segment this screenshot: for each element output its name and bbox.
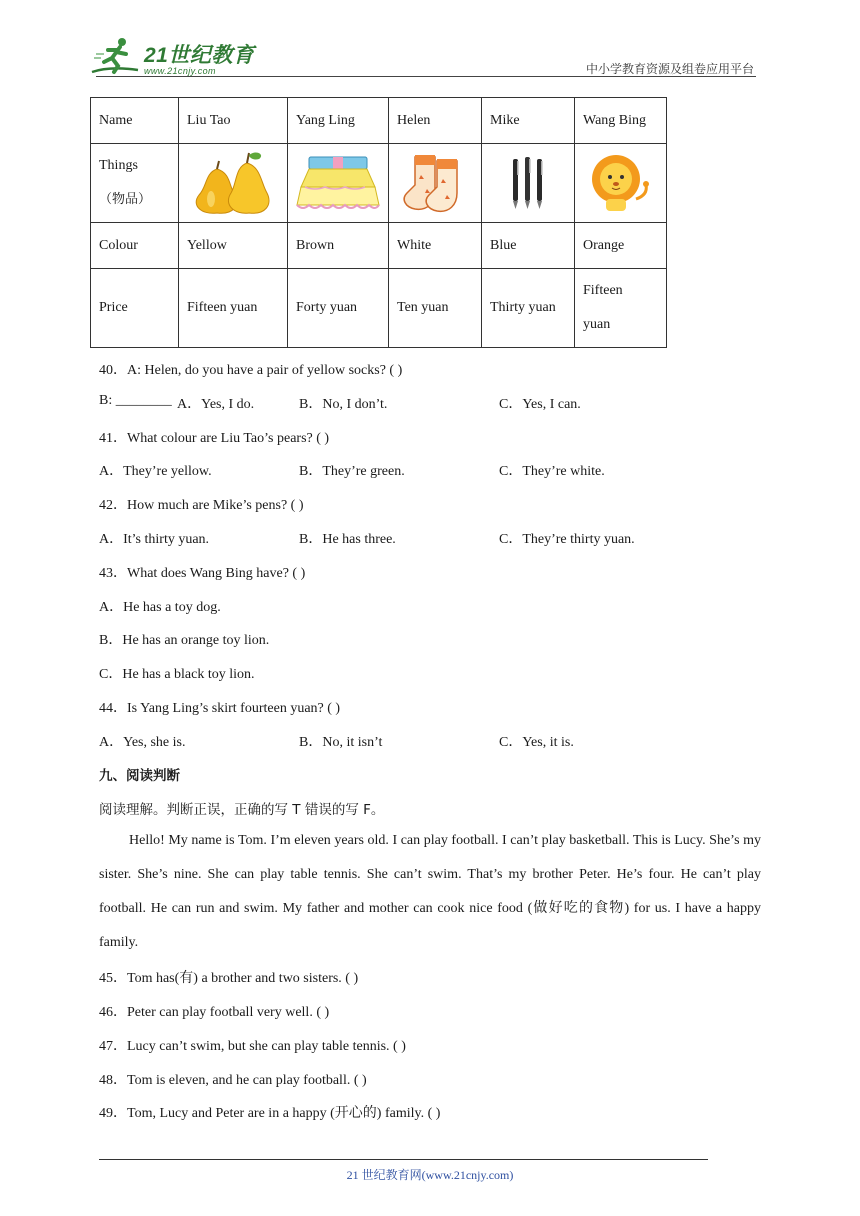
answer-options xyxy=(99,460,759,480)
question-stem: 44．Is Yang Ling’s skirt fourteen yuan? ( ) xyxy=(99,701,341,716)
row-label-name: Name xyxy=(91,98,179,144)
pens-icon xyxy=(506,155,550,211)
info-table xyxy=(90,97,667,348)
things-cell xyxy=(288,144,389,223)
answer-options xyxy=(99,731,759,751)
judgement-statement: 46．Peter can play football very well. ( ) xyxy=(99,1005,330,1020)
question-stem: 40．A: Helen, do you have a pair of yellow socks? ( ) xyxy=(99,363,403,378)
colour-cell: Yellow xyxy=(179,223,288,269)
option-b[interactable]: B．No, it isn’t xyxy=(299,735,383,750)
things-cell xyxy=(575,144,667,223)
things-label-cn: （物品） xyxy=(99,192,152,207)
site-logo xyxy=(90,36,254,76)
judgement-statement: 48．Tom is eleven, and he can play football. ( ) xyxy=(99,1073,367,1088)
footer-divider xyxy=(99,1159,708,1160)
row-label-price: Price xyxy=(91,269,179,348)
table-row-things xyxy=(91,144,667,223)
page-header xyxy=(90,30,756,78)
price-cell: Ten yuan xyxy=(389,269,482,348)
price-line: yuan xyxy=(583,317,611,332)
option-a[interactable]: A．Yes, I do. xyxy=(177,397,255,412)
row-label-colour: Colour xyxy=(91,223,179,269)
judgement-statement: 49．Tom, Lucy and Peter are in a happy (开心的) family. ( ) xyxy=(99,1106,441,1121)
price-cell: Forty yuan xyxy=(288,269,389,348)
question-stem: 42．How much are Mike’s pens? ( ) xyxy=(99,498,304,513)
answer-options xyxy=(99,528,759,548)
runner-logo-icon xyxy=(90,36,142,76)
row-label-things xyxy=(91,144,179,223)
things-cell xyxy=(482,144,575,223)
option-b[interactable]: B．They’re green. xyxy=(299,464,405,479)
section-instruction: 阅读理解。判断正误，正确的写 T 错误的写 F。 xyxy=(99,802,385,818)
option-a[interactable]: A．Yes, she is. xyxy=(99,735,186,750)
price-cell: Thirty yuan xyxy=(482,269,575,348)
option-c[interactable]: C．Yes, it is. xyxy=(499,735,574,750)
colour-cell: Brown xyxy=(288,223,389,269)
header-divider xyxy=(96,76,756,77)
name-cell: Liu Tao xyxy=(179,98,288,144)
answer-options xyxy=(99,393,759,413)
answer-prefix: B: ________ xyxy=(99,393,172,408)
toy-lion-icon xyxy=(586,151,656,215)
option-b[interactable]: B．He has three. xyxy=(299,532,396,547)
name-cell: Helen xyxy=(389,98,482,144)
option-c[interactable]: C．He has a black toy lion. xyxy=(99,667,255,682)
question-stem: 43．What does Wang Bing have? ( ) xyxy=(99,566,306,581)
footer-text[interactable]: 21 世纪教育网(www.21cnjy.com) xyxy=(346,1168,514,1182)
table-row-price xyxy=(91,269,667,348)
socks-icon xyxy=(397,151,473,215)
logo-url: www.21cnjy.com xyxy=(144,66,216,76)
skirt-icon xyxy=(295,153,381,213)
option-a[interactable]: A．He has a toy dog. xyxy=(99,600,221,615)
price-cell: Fifteen yuan xyxy=(179,269,288,348)
option-b[interactable]: B．He has an orange toy lion. xyxy=(99,633,270,648)
platform-title: 中小学教育资源及组卷应用平台 xyxy=(585,62,754,76)
logo-text: 21世纪教育 xyxy=(144,44,255,67)
name-cell: Wang Bing xyxy=(575,98,667,144)
section-title: 九、阅读判断 xyxy=(99,768,180,784)
pears-icon xyxy=(187,151,279,215)
colour-cell: White xyxy=(389,223,482,269)
name-cell: Mike xyxy=(482,98,575,144)
question-stem: 41．What colour are Liu Tao’s pears? ( ) xyxy=(99,431,330,446)
things-label: Things xyxy=(99,158,138,173)
things-cell xyxy=(179,144,288,223)
option-c[interactable]: C．They’re white. xyxy=(499,464,605,479)
table-row-name xyxy=(91,98,667,144)
name-cell: Yang Ling xyxy=(288,98,389,144)
option-a[interactable]: A．They’re yellow. xyxy=(99,464,212,479)
option-c[interactable]: C．Yes, I can. xyxy=(499,397,581,412)
colour-cell: Blue xyxy=(482,223,575,269)
option-a[interactable]: A．It’s thirty yuan. xyxy=(99,532,210,547)
price-line: Fifteen xyxy=(583,283,623,298)
price-cell xyxy=(575,269,667,348)
things-cell xyxy=(389,144,482,223)
judgement-statement: 47．Lucy can’t swim, but she can play table tennis. ( ) xyxy=(99,1039,406,1054)
table-row-colour xyxy=(91,223,667,269)
reading-passage: Hello! My name is Tom. I’m eleven years old. I can play football. I can’t play basketball. This is Lucy. She’s my sister. She’s nine. She can play table tennis. She can’t swim. That’s my brother Peter. He’s four. He can’t play football. He can run and swim. My father and mother can cook nice food (做好吃的食物) for us. I have a happy family. xyxy=(99,833,761,950)
colour-cell: Orange xyxy=(575,223,667,269)
option-b[interactable]: B．No, I don’t. xyxy=(299,397,388,412)
judgement-statement: 45．Tom has(有) a brother and two sisters. ( ) xyxy=(99,971,359,986)
option-c[interactable]: C．They’re thirty yuan. xyxy=(499,532,635,547)
